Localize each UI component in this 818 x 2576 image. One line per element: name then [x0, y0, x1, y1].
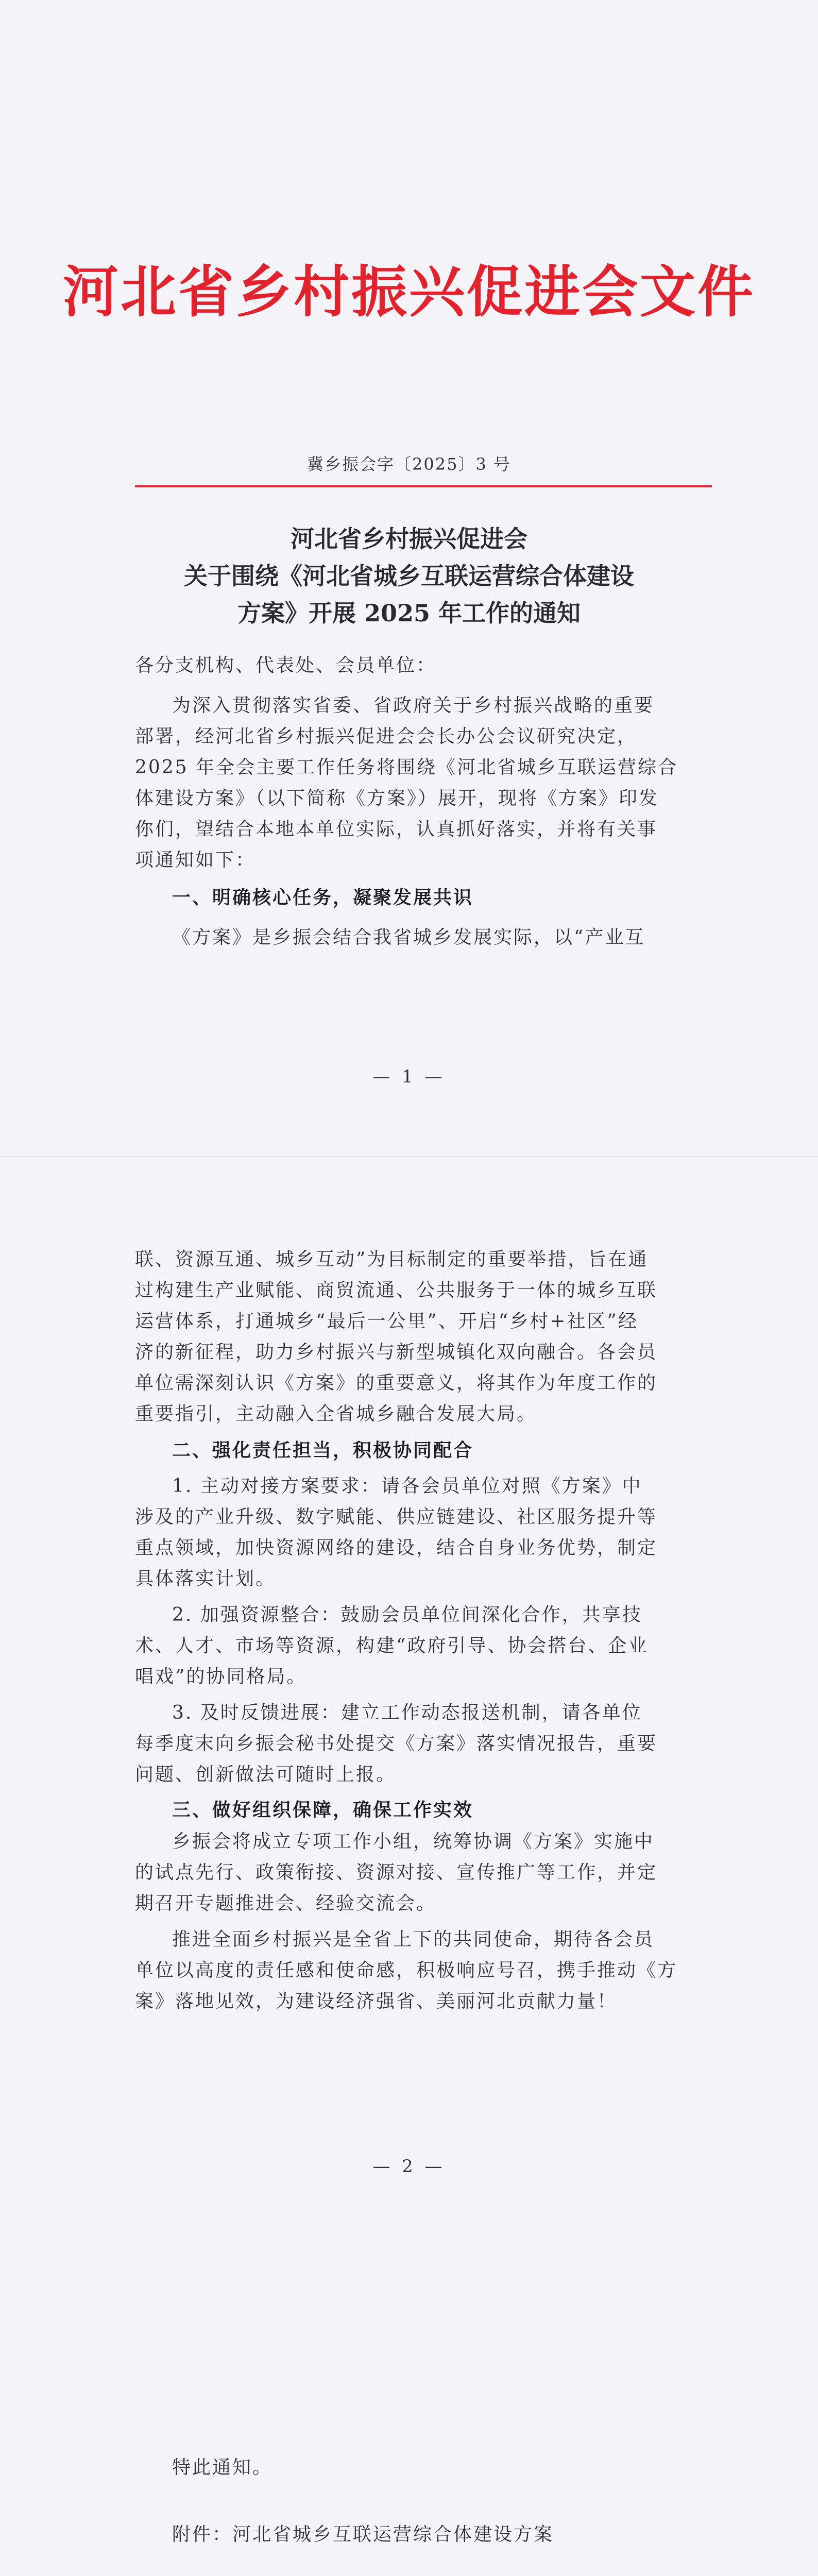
- paragraph-line: 乡振会将成立专项工作小组，统筹协调《方案》实施中: [172, 1831, 655, 1852]
- paragraph-line: 单位需深刻认识《方案》的重要意义，将其作为年度工作的: [135, 1372, 658, 1394]
- paragraph-line: 术、人才、市场等资源，构建“政府引导、协会搭台、企业: [135, 1635, 649, 1656]
- paragraph-conclusion: [135, 1924, 712, 2017]
- paragraph-line: 的试点先行、政策衔接、资源对接、宣传推广等工作，并定: [135, 1862, 658, 1883]
- page-number: — 2 —: [372, 2156, 446, 2177]
- list-item-3: [135, 1698, 712, 1790]
- paragraph-line: 《方案》是乡振会结合我省城乡发展实际，以“产业互: [172, 927, 645, 948]
- paragraph-line: 2. 加强资源整合：鼓励会员单位间深化合作，共享技: [172, 1604, 642, 1625]
- notice-title-line: 关于围绕《河北省城乡互联运营综合体建设: [184, 562, 634, 590]
- paragraph-line: 项通知如下：: [135, 850, 256, 871]
- paragraph-continued: [135, 1244, 712, 1430]
- paragraph-line: 体建设方案》（以下简称《方案》）展开，现将《方案》印发: [135, 788, 659, 809]
- notice-title-line: 方案》开展 2025 年工作的通知: [237, 599, 581, 627]
- paragraph-line: 重要指引，主动融入全省城乡融合发展大局。: [135, 1403, 537, 1425]
- paragraph-line: 唱戏”的协同格局。: [135, 1666, 307, 1687]
- intro-paragraph: [135, 690, 712, 876]
- paragraph-line: 涉及的产业升级、数字赋能、供应链建设、社区服务提升等: [135, 1506, 658, 1528]
- paragraph-line: 联、资源互通、城乡互动”为目标制定的重要举措，旨在通: [135, 1249, 649, 1270]
- paragraph-line: 2025 年全会主要工作任务将围绕《河北省城乡互联运营综合: [135, 757, 678, 778]
- paragraph-line: 为深入贯彻落实省委、省政府关于乡村振兴战略的重要: [172, 695, 655, 716]
- paragraph-line: 重点领域，加快资源网络的建设，结合自身业务优势，制定: [135, 1537, 658, 1558]
- red-divider: [135, 485, 712, 487]
- paragraph-line: 具体落实计划。: [135, 1568, 276, 1589]
- paragraph-line: 部署，经河北省乡村振兴促进会会长办公会议研究决定，: [135, 726, 638, 747]
- paragraph-line: 你们，望结合本地本单位实际，认真抓好落实，并将有关事: [135, 819, 658, 840]
- section-heading-2: 二、强化责任担当，积极协同配合: [172, 1439, 474, 1461]
- closing-line: 特此通知。: [172, 2457, 273, 2478]
- paragraph-line: 案》落地见效，为建设经济强省、美丽河北贡献力量！: [135, 1991, 618, 2012]
- section-heading-1: 一、明确核心任务，凝聚发展共识: [172, 887, 474, 908]
- list-item-1: [135, 1471, 712, 1595]
- paragraph-line: 3. 及时反馈进展：建立工作动态报送机制，请各单位: [172, 1702, 642, 1723]
- attachment-line: 附件：河北省城乡互联运营综合体建设方案: [172, 2524, 554, 2545]
- page-number: — 1 —: [372, 1066, 446, 1087]
- salutation: 各分支机构、代表处、会员单位：: [135, 655, 437, 676]
- document-header-title: 河北省乡村振兴促进会文件: [62, 260, 755, 325]
- list-item-2: [135, 1600, 712, 1692]
- page-1: [0, 0, 818, 1157]
- paragraph-line: 问题、创新做法可随时上报。: [135, 1764, 397, 1785]
- section-heading-3: 三、做好组织保障，确保工作实效: [172, 1799, 474, 1821]
- paragraph-line: 推进全面乡村振兴是全省上下的共同使命，期待各会员: [172, 1929, 655, 1950]
- paragraph-organization: [135, 1826, 712, 1919]
- paragraph-line: 每季度末向乡振会秘书处提交《方案》落实情况报告，重要: [135, 1733, 658, 1754]
- notice-title: [0, 520, 818, 632]
- paragraph-line: 运营体系，打通城乡“最后一公里”、开启“乡村+社区”经: [135, 1311, 638, 1332]
- paragraph-line: 1. 主动对接方案要求：请各会员单位对照《方案》中: [172, 1476, 642, 1497]
- page-2: [0, 1157, 818, 2313]
- paragraph-line: 过构建生产业赋能、商贸流通、公共服务于一体的城乡互联: [135, 1280, 658, 1301]
- document-number: 冀乡振会字〔2025〕3 号: [307, 454, 511, 474]
- paragraph-line: 济的新征程，助力乡村振兴与新型城镇化双向融合。各会员: [135, 1342, 658, 1363]
- paragraph-line: 单位以高度的责任感和使命感，积极响应号召，携手推动《方: [135, 1960, 678, 1981]
- notice-title-line: 河北省乡村振兴促进会: [291, 525, 527, 553]
- paragraph-line: 期召开专题推进会、经验交流会。: [135, 1893, 437, 1914]
- page-3: [0, 2313, 818, 2576]
